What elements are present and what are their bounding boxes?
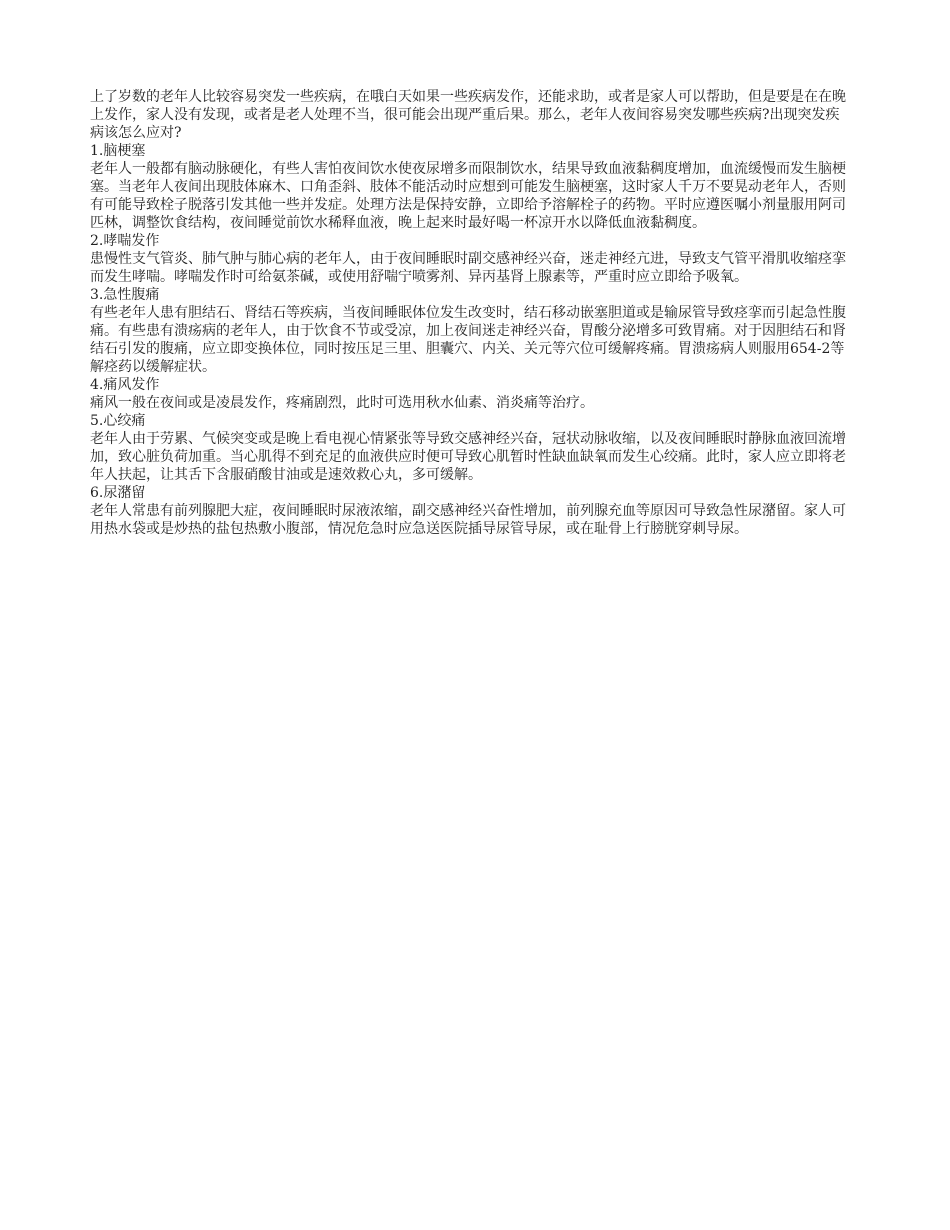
section-body-cerebral-infarction: 老年人一般都有脑动脉硬化，有些人害怕夜间饮水使夜尿增多而限制饮水，结果导致血液黏稠度增加，血流缓慢而发生脑梗塞。当老年人夜间出现肢体麻木、口角歪斜、肢体不能活动时应想到可能发生脑梗塞，这时家人千万不要晃动老年人，否则有可能导致栓子脱落引发其他一些并发症。处理方法是保持安静，立即给予溶解栓子的药物。平时应遵医嘱小剂量服用阿司匹林，调整饮食结构，夜间睡觉前饮水稀释血液，晚上起来时最好喝一杯凉开水以降低血液黏稠度。 [90, 161, 846, 231]
section-body-angina: 老年人由于劳累、气候突变或是晚上看电视心情紧张等导致交感神经兴奋，冠状动脉收缩，以及夜间睡眠时静脉血液回流增加，致心脏负荷加重。当心肌得不到充足的血液供应时便可导致心肌暂时性缺血缺氧而发生心绞痛。此时，家人应立即将老年人扶起，让其舌下含服硝酸甘油或是速效救心丸，多可缓解。 [90, 431, 846, 483]
section-body-gout: 痛风一般在夜间或是凌晨发作，疼痛剧烈，此时可选用秋水仙素、消炎痛等治疗。 [90, 395, 594, 411]
section-heading-asthma: 2.哮喘发作 [90, 233, 160, 249]
section-heading-gout: 4.痛风发作 [90, 377, 160, 393]
section-heading-urinary-retention: 6.尿潴留 [90, 485, 146, 501]
section-heading-cerebral-infarction: 1.脑梗塞 [90, 143, 146, 159]
section-body-asthma: 患慢性支气管炎、肺气肿与肺心病的老年人，由于夜间睡眠时副交感神经兴奋，迷走神经亢进，导致支气管平滑肌收缩痉挛而发生哮喘。哮喘发作时可给氨茶碱，或使用舒喘宁喷雾剂、异丙基肾上腺素等，严重时应立即给予吸氧。 [90, 251, 846, 285]
section-heading-angina: 5.心绞痛 [90, 413, 146, 429]
section-heading-abdominal-pain: 3.急性腹痛 [90, 287, 160, 303]
section-body-urinary-retention: 老年人常患有前列腺肥大症，夜间睡眠时尿液浓缩，副交感神经兴奋性增加，前列腺充血等原因可导致急性尿潴留。家人可用热水袋或是炒热的盐包热敷小腹部，情况危急时应急送医院插导尿管导尿，或在耻骨上行膀胱穿刺导尿。 [90, 503, 846, 537]
section-body-abdominal-pain: 有些老年人患有胆结石、肾结石等疾病，当夜间睡眠体位发生改变时，结石移动嵌塞胆道或是输尿管导致痉挛而引起急性腹痛。有些患有溃疡病的老年人，由于饮食不节或受凉，加上夜间迷走神经兴奋，胃酸分泌增多可致胃痛。对于因胆结石和肾结石引发的腹痛，应立即变换体位，同时按压足三里、胆囊穴、内关、关元等穴位可缓解疼痛。胃溃疡病人则服用654-2等解痉药以缓解症状。 [90, 305, 846, 375]
intro-paragraph: 上了岁数的老年人比较容易突发一些疾病，在哦白天如果一些疾病发作，还能求助，或者是家人可以帮助，但是要是在在晚上发作，家人没有发现，或者是老人处理不当，很可能会出现严重后果。那么，老年人夜间容易突发哪些疾病?出现突发疾病该怎么应对? [90, 89, 846, 141]
article [90, 88, 850, 538]
